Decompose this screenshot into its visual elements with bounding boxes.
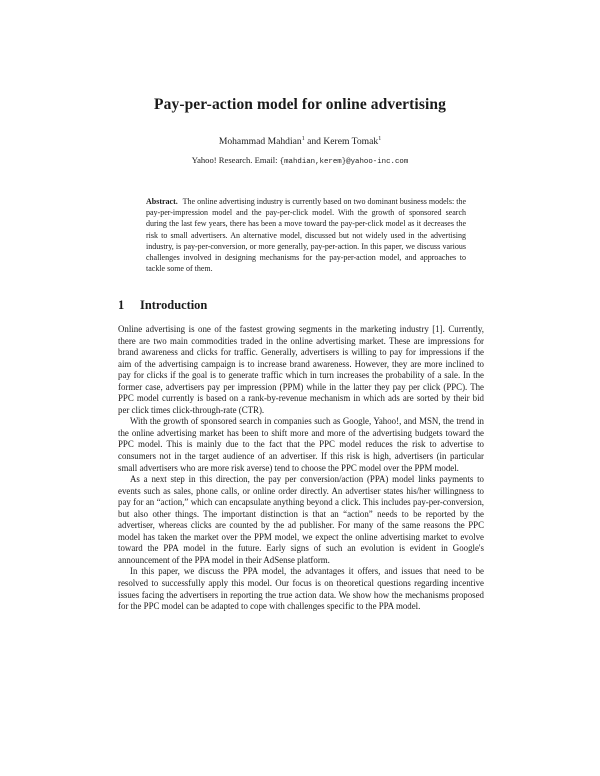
abstract-label: Abstract. — [146, 197, 178, 206]
affiliation-line — [0, 155, 600, 166]
section-title: Introduction — [140, 298, 208, 312]
author-line — [0, 136, 600, 147]
author-name: Mohammad Mahdian — [218, 136, 302, 147]
body-paragraph: In this paper, we discuss the PPA model, the advantages it offers, and issues that need to be resolved to successfully apply this model. Our focus is on theoretical questions regarding incentive issues facing the advertisers in reporting the true action data. We show how the mechanisms proposed for the PPC model can be adapted to cope with challenges specific to the PPA model. — [118, 566, 484, 612]
section-heading — [118, 298, 207, 313]
abstract — [146, 196, 466, 274]
affiliation-mark: 1 — [378, 136, 382, 142]
section-number: 1 — [118, 298, 125, 312]
author-email: {mahdian,kerem}@yahoo-inc.com — [279, 158, 409, 166]
abstract-text: The online advertising industry is currently based on two dominant business models: the pay-per-impression model and the pay-per-click model. With the growth of sponsored search during the last few years, there has been a move toward the pay-per-click model as it decreases the risk to small advertisers. An alternative model, discussed but not widely used in the advertising industry, is pay-per-conversion, or more generally, pay-per-action. In this paper, we discuss various challenges involved in designing mechanisms for the pay-per-action model, and approaches to tackle some of them. — [146, 197, 466, 274]
body-paragraph: Online advertising is one of the fastest growing segments in the marketing industry [1]. Currently, there are two main commodities traded in the online advertising market. These are impressions for brand awareness and clicks for traffic. Generally, advertisers is willing to pay for impressions if the aim of the advertising campaign is to increase brand awareness. However, they are more inclined to pay for clicks if the goal is to generate traffic which in turn increases the probability of a sale. In the former case, advertisers pay per impression (PPM) while in the latter they pay per click (PPC). The PPC model currently is based on a rank-by-revenue mechanism in which ads are sorted by their bid per click times click-through-rate (CTR). — [118, 324, 484, 415]
body-paragraph: As a next step in this direction, the pay per conversion/action (PPA) model links payments to events such as sales, phone calls, or online order directly. An advertiser states his/her willingness to pay for an “action,” which can encapsulate anything beyond a click. This includes pay-per-conversion, but also other things. The important distinction is that an “action” needs to be reported by the advertiser, whereas clicks are counted by the ad publisher. For many of the same reasons the PPC model has taken the market over the PPM model, we expect the online advertising market to evolve toward the PPA model in the future. Early signs of such an evolution is evident in Google's announcement of the PPA model in their AdSense platform. — [118, 474, 484, 565]
paper-title: Pay-per-action model for online advertising — [154, 96, 446, 113]
body-paragraph: With the growth of sponsored search in companies such as Google, Yahoo!, and MSN, the trend in the online advertising market has been to shift more and more of the advertising budgets toward the PPC model. This is mainly due to the fact that the PPC model reduces the risk to advertise to consumers not in the target audience of an advertiser. If this risk is high, advertisers (in particular small advertisers who are more risk averse) tend to choose the PPC model over the PPM model. — [118, 416, 484, 473]
affiliation-mark: 1 — [301, 136, 305, 142]
section-body — [118, 324, 484, 613]
author-name: Kerem Tomak — [323, 136, 379, 147]
author-conjunction: and — [304, 136, 324, 147]
affiliation-text: Yahoo! Research. Email: — [191, 155, 280, 165]
